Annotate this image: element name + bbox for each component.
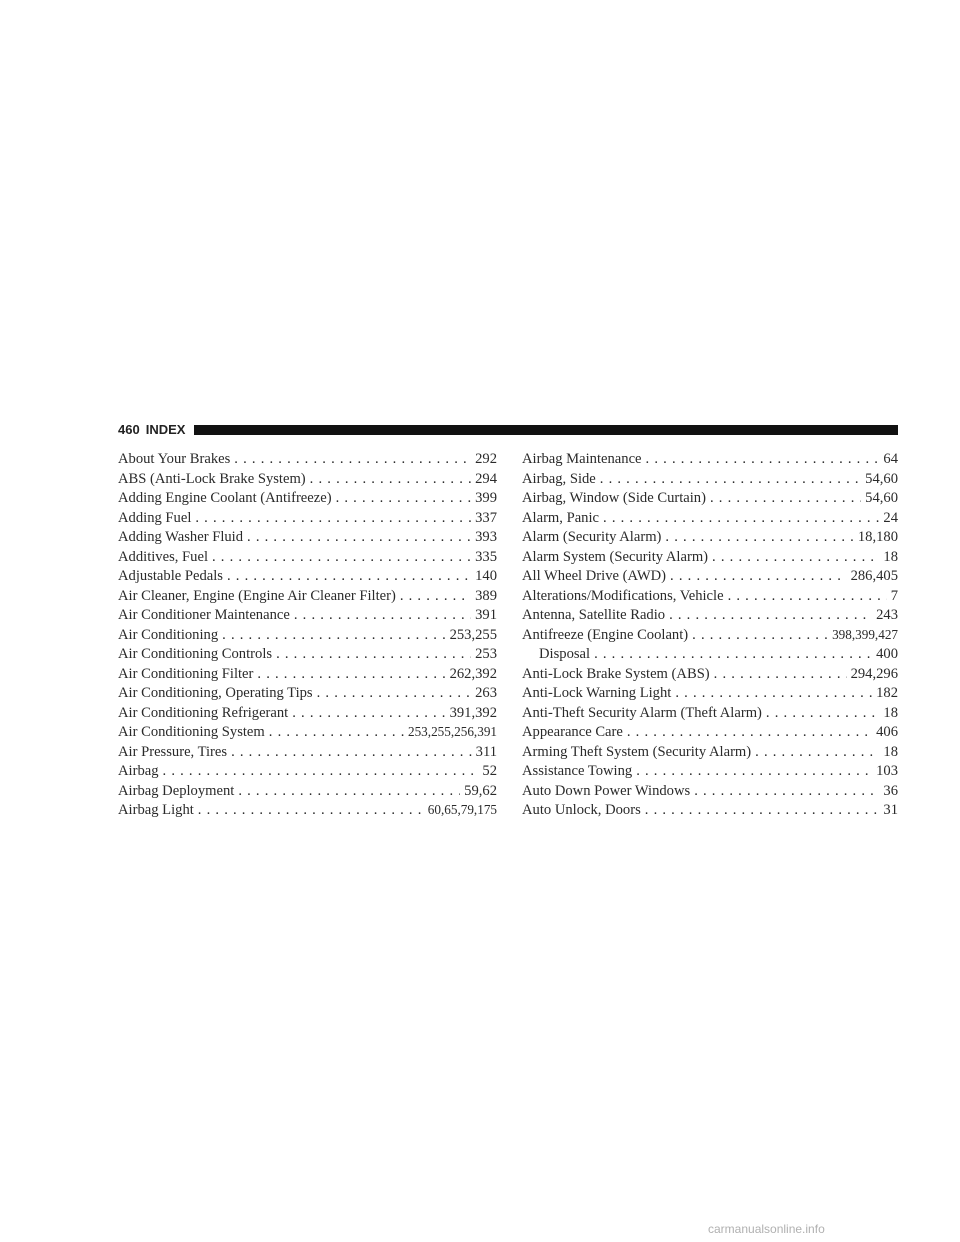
- index-term: Alarm System (Security Alarm): [522, 548, 709, 565]
- index-column-right: [522, 451, 898, 822]
- index-entry: [118, 627, 497, 647]
- index-page-numbers: 31: [883, 802, 898, 818]
- index-entry: [118, 529, 497, 549]
- index-page-numbers: 311: [475, 743, 497, 760]
- index-term: Air Conditioning, Operating Tips: [118, 685, 313, 701]
- index-entry: [118, 763, 497, 783]
- index-term: Adding Washer Fluid: [118, 529, 244, 545]
- index-page-numbers: 18,180: [857, 529, 898, 545]
- index-term: ABS (Anti-Lock Brake System): [118, 470, 306, 487]
- index-entry: [522, 549, 898, 569]
- dot-leader: [694, 783, 879, 800]
- dot-leader: [692, 627, 828, 644]
- index-entry: [522, 568, 898, 588]
- index-term: Airbag Deployment: [118, 782, 235, 799]
- dot-leader: [276, 646, 471, 663]
- index-entry: [118, 783, 497, 803]
- index-page-numbers: 294,296: [850, 665, 898, 682]
- dot-leader: [710, 490, 861, 507]
- dot-leader: [646, 451, 880, 468]
- dot-leader: [212, 549, 471, 566]
- index-term: Disposal: [539, 646, 591, 662]
- dot-leader: [603, 510, 879, 527]
- index-term: Arming Theft System (Security Alarm): [522, 743, 752, 760]
- index-term: Antifreeze (Engine Coolant): [522, 626, 689, 643]
- index-term: Alterations/Modifications, Vehicle: [522, 587, 724, 604]
- index-term: Air Conditioning System: [118, 724, 265, 740]
- watermark: carmanualsonline.info: [708, 1222, 825, 1236]
- index-entry: [522, 627, 898, 647]
- dot-leader: [269, 724, 404, 741]
- index-entry: [522, 763, 898, 783]
- index-page-numbers: 335: [475, 548, 497, 565]
- dot-leader: [636, 763, 872, 780]
- index-page-numbers: 292: [475, 451, 497, 467]
- dot-leader: [294, 607, 471, 624]
- index-page-numbers: 406: [876, 724, 898, 740]
- index-entry: [522, 744, 898, 764]
- dot-leader: [755, 744, 879, 761]
- index-term: Airbag, Side: [522, 470, 596, 487]
- index-page-numbers: 18: [883, 704, 898, 721]
- index-page-numbers: 263: [475, 685, 497, 701]
- index-page-numbers: 391: [475, 607, 497, 623]
- dot-leader: [247, 529, 471, 546]
- index-term: All Wheel Drive (AWD): [522, 568, 667, 584]
- index-entry: [522, 705, 898, 725]
- index-entry: [118, 705, 497, 725]
- dot-leader: [712, 549, 879, 566]
- index-page-numbers: 337: [475, 509, 497, 526]
- index-page-numbers: 18: [883, 548, 898, 565]
- header-rule: [194, 425, 898, 435]
- index-entry: [118, 646, 497, 666]
- dot-leader: [714, 666, 847, 683]
- index-term: Additives, Fuel: [118, 548, 208, 565]
- dot-leader: [627, 724, 872, 741]
- index-term: Air Conditioner Maintenance: [118, 607, 290, 623]
- index-entry: [118, 510, 497, 530]
- index-term: Auto Down Power Windows: [522, 782, 691, 799]
- index-page-numbers: 294: [475, 470, 497, 487]
- dot-leader: [665, 529, 853, 546]
- index-term: About Your Brakes: [118, 451, 231, 467]
- dot-leader: [728, 588, 887, 605]
- index-entry: [118, 588, 497, 608]
- index-term: Anti-Theft Security Alarm (Theft Alarm): [522, 704, 762, 721]
- dot-leader: [675, 685, 872, 702]
- dot-leader: [222, 627, 445, 644]
- index-entry: [118, 490, 497, 510]
- index-entry: [118, 607, 497, 627]
- dot-leader: [669, 607, 872, 624]
- index-term: Air Conditioning Controls: [118, 646, 273, 662]
- index-page-numbers: 140: [475, 568, 497, 584]
- index-page-numbers: 391,392: [449, 704, 497, 721]
- index-page-numbers: 393: [475, 529, 497, 545]
- dot-leader: [594, 646, 872, 663]
- index-term: Air Pressure, Tires: [118, 743, 228, 760]
- index-page-numbers: 59,62: [464, 782, 497, 799]
- dot-leader: [231, 744, 472, 761]
- index-page-numbers: 54,60: [865, 470, 898, 487]
- index-term: Airbag Light: [118, 802, 194, 818]
- index-page-numbers: 243: [876, 607, 898, 623]
- index-entry: [522, 802, 898, 822]
- index-term: Appearance Care: [522, 724, 623, 740]
- index-entry: [118, 451, 497, 471]
- index-page-numbers: 253,255: [449, 626, 497, 643]
- index-entry: [118, 744, 497, 764]
- dot-leader: [645, 802, 880, 819]
- index-term: Adding Engine Coolant (Antifreeze): [118, 490, 332, 506]
- index-page-numbers: 54,60: [865, 490, 898, 506]
- dot-leader: [670, 568, 847, 585]
- index-term: Antenna, Satellite Radio: [522, 607, 666, 623]
- index-page-numbers: 399: [475, 490, 497, 506]
- index-page-numbers: 389: [475, 587, 497, 604]
- index-page-numbers: 52: [482, 763, 497, 779]
- index-page-numbers: 103: [876, 763, 898, 779]
- dot-leader: [292, 705, 445, 722]
- dot-leader: [227, 568, 471, 585]
- index-entry: [522, 471, 898, 491]
- index-page-numbers: 400: [876, 646, 898, 662]
- index-entry: [118, 685, 497, 705]
- index-term: Alarm, Panic: [522, 509, 600, 526]
- index-page-numbers: 286,405: [850, 568, 898, 584]
- index-term: Air Conditioning: [118, 626, 219, 643]
- index-entry: [522, 490, 898, 510]
- dot-leader: [766, 705, 879, 722]
- index-term: Air Conditioning Refrigerant: [118, 704, 289, 721]
- index-term: Alarm (Security Alarm): [522, 529, 662, 545]
- index-page-numbers: 24: [883, 509, 898, 526]
- index-page-numbers: 7: [890, 587, 898, 604]
- index-column-left: [118, 451, 497, 822]
- index-page-numbers: 253,255,256,391: [407, 724, 497, 739]
- index-term: Air Conditioning Filter: [118, 665, 254, 682]
- page-header: [118, 422, 898, 438]
- index-page-numbers: 64: [883, 451, 898, 467]
- index-term: Adding Fuel: [118, 509, 192, 526]
- index-entry: [522, 646, 898, 666]
- index-entry: [118, 471, 497, 491]
- index-page-numbers: 398,399,427: [832, 626, 898, 642]
- index-entry: [522, 529, 898, 549]
- index-page-numbers: 36: [883, 782, 898, 799]
- index-page-numbers: 60,65,79,175: [427, 802, 497, 817]
- index-entry: [118, 568, 497, 588]
- index-term: Airbag, Window (Side Curtain): [522, 490, 706, 506]
- index-entry: [522, 666, 898, 686]
- dot-leader: [310, 471, 471, 488]
- dot-leader: [195, 510, 471, 527]
- index-entry: [118, 666, 497, 686]
- page-number: 460: [118, 422, 140, 437]
- dot-leader: [400, 588, 471, 605]
- dot-leader: [238, 783, 460, 800]
- index-term: Anti-Lock Brake System (ABS): [522, 665, 710, 682]
- index-term: Airbag Maintenance: [522, 451, 642, 467]
- index-term: Anti-Lock Warning Light: [522, 685, 672, 701]
- index-page-numbers: 18: [883, 743, 898, 760]
- index-entry: [522, 685, 898, 705]
- dot-leader: [336, 490, 472, 507]
- index-term: Adjustable Pedals: [118, 568, 223, 584]
- index-page-numbers: 262,392: [449, 665, 497, 682]
- index-entry: [118, 549, 497, 569]
- index-term: Airbag: [118, 763, 159, 779]
- index-page-numbers: 253: [475, 646, 497, 662]
- dot-leader: [163, 763, 479, 780]
- dot-leader: [257, 666, 445, 683]
- index-entry: [118, 724, 497, 744]
- index-entry: [522, 588, 898, 608]
- index-entry: [522, 607, 898, 627]
- section-title: INDEX: [145, 422, 186, 437]
- index-entry: [522, 451, 898, 471]
- index-entry: [522, 510, 898, 530]
- index-term: Air Cleaner, Engine (Engine Air Cleaner Filter): [118, 587, 396, 604]
- index-page-numbers: 182: [876, 685, 898, 701]
- index-entry: [522, 783, 898, 803]
- dot-leader: [234, 451, 471, 468]
- index-entry: [118, 802, 497, 822]
- dot-leader: [198, 802, 424, 819]
- dot-leader: [317, 685, 472, 702]
- index-entry: [522, 724, 898, 744]
- dot-leader: [600, 471, 861, 488]
- index-term: Assistance Towing: [522, 763, 633, 779]
- index-term: Auto Unlock, Doors: [522, 802, 641, 818]
